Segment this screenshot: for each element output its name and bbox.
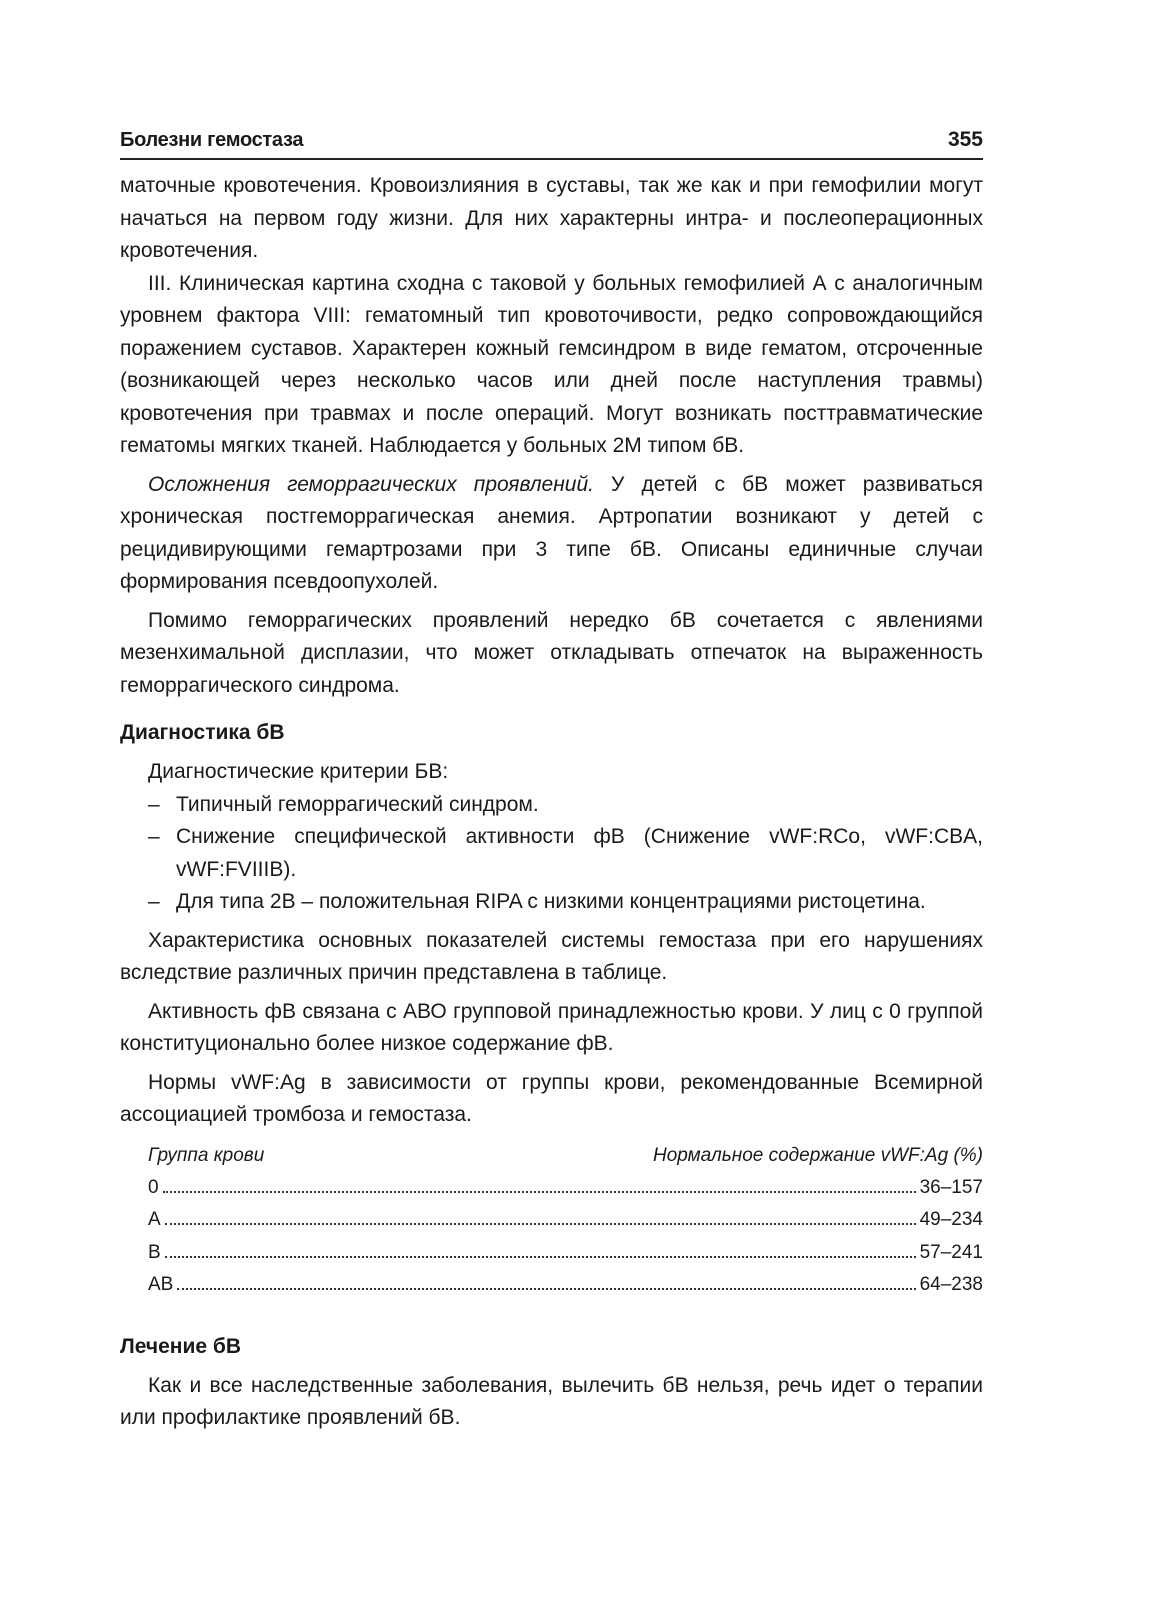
running-header — [120, 112, 983, 160]
normal-range: 64–238 — [919, 1274, 983, 1295]
blood-group: В — [148, 1241, 161, 1263]
paragraph-1: маточные кровотечения. Кровоизлияния в суставы, так же как и при гемофилии могут начаться на первом году жизни. Для них характерны интра- и послеоперационных кровотечения. — [120, 174, 983, 262]
dot-leader — [165, 1223, 916, 1225]
page-number: 355 — [947, 128, 983, 151]
blood-group: АВ — [148, 1274, 174, 1295]
section-heading-treatment: Лечение бВ — [120, 1334, 242, 1358]
table-row — [148, 1237, 983, 1270]
column-header-blood-group: Группа крови — [148, 1144, 265, 1166]
normal-range: 36–157 — [919, 1176, 983, 1198]
paragraph-3 — [120, 469, 983, 599]
table-row — [148, 1269, 983, 1302]
page-body — [120, 170, 983, 1435]
list-item-text: Снижение специфической активности фВ (Снижение vWF:RCo, vWF:CBA, vWF:FVIIIB). — [176, 825, 983, 881]
blood-group: А — [148, 1209, 161, 1230]
paragraph-7: Нормы vWF:Ag в зависимости от группы крови, рекомендованные Всемирной ассоциацией тромбоза и гемостаза. — [120, 1070, 983, 1126]
norms-table — [148, 1140, 983, 1302]
list-item — [148, 886, 983, 919]
list-item-text: Типичный геморрагический синдром. — [176, 792, 539, 816]
list-dash: – — [148, 890, 160, 913]
list-dash: – — [148, 825, 160, 848]
dot-leader — [165, 1256, 916, 1258]
normal-range: 57–241 — [919, 1241, 983, 1263]
table-row — [148, 1172, 983, 1205]
paragraph-3-italic-lead: Осложнения геморрагических проявлений. — [148, 472, 594, 496]
criteria-list — [120, 789, 983, 919]
list-item-text: Для типа 2В – положительная RIPA с низкими концентрациями ристоцетина. — [176, 890, 926, 913]
paragraph-4: Помимо геморрагических проявлений нередко бВ сочетается с явлениями мезенхимальной дисплазии, что может откладывать отпечаток на выраженность геморрагического синдрома. — [120, 608, 983, 697]
section-heading-diagnostics: Диагностика бВ — [120, 721, 285, 744]
list-item — [148, 789, 983, 822]
column-header-normal-value: Нормальное содержание vWF:Ag (%) — [653, 1144, 983, 1166]
criteria-intro: Диагностические критерии БВ: — [148, 760, 449, 783]
normal-range: 49–234 — [919, 1209, 983, 1230]
paragraph-5: Характеристика основных показателей системы гемостаза при его нарушениях вследствие различных причин представлена в таблице. — [120, 928, 983, 984]
paragraph-6: Активность фВ связана с АВО групповой принадлежностью крови. У лиц с 0 группой конституционально более низкое содержание фВ. — [120, 999, 983, 1055]
norms-table-header — [148, 1140, 983, 1172]
blood-group: 0 — [148, 1176, 159, 1198]
list-dash: – — [148, 792, 160, 816]
paragraph-8: Как и все наследственные заболевания, вылечить бВ нельзя, речь идет о терапии или профилактике проявлений бВ. — [120, 1373, 983, 1429]
table-row — [148, 1204, 983, 1237]
paragraph-3-text: У детей с бВ может развиваться хроническая постгеморрагическая анемия. Артропатии возникают у детей с рецидивирующими гемартрозами при 3 типе бВ. Описаны единичные случаи формирования псевдоопухолей. — [120, 472, 983, 593]
list-item — [148, 821, 983, 886]
dot-leader — [177, 1288, 915, 1290]
running-header-title: Болезни гемостаза — [120, 129, 304, 151]
paragraph-2: III. Клиническая картина сходна с таковой у больных гемофилией А с аналогичным уровнем фактора VIII: гематомный тип кровоточивости, редко сопровождающийся поражением суставов. Характерен кожный гемсиндром в виде гематом, отсроченные (возникающей через несколько часов или дней после наступления травмы) кровотечения при травмах и после операций. Могут возникать посттравматические гематомы мягких тканей. Наблюдается у больных 2М типом бВ. — [120, 271, 983, 457]
dot-leader — [163, 1191, 916, 1193]
